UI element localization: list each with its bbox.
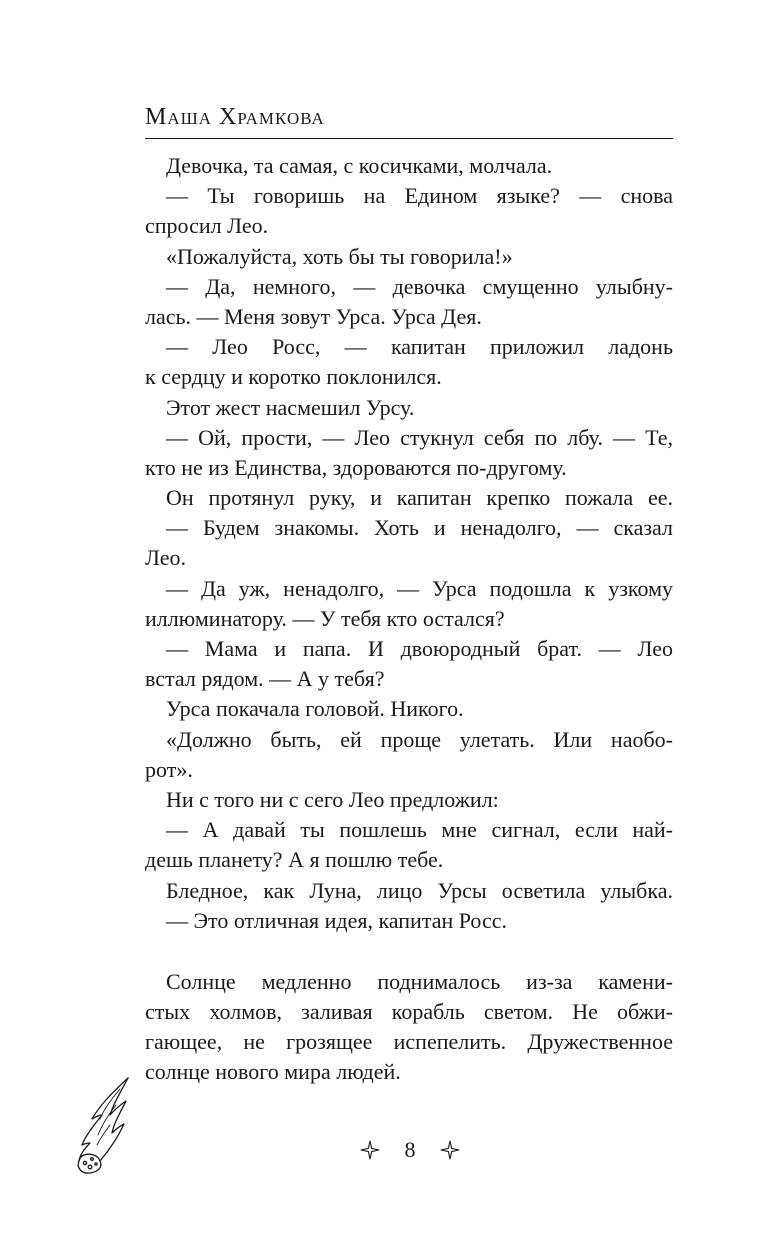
text-line: — А давай ты пошлешь мне сигнал, если най- (166, 817, 673, 843)
text-line: иллюминатору. — У тебя кто остался? (145, 605, 505, 631)
text-line: к сердцу и коротко поклонился. (145, 364, 442, 390)
text-line: Бледное, как Луна, лицо Урсы осветила улыбка. (166, 877, 673, 903)
text-line: лась. — Меня зовут Урса. Урса Дея. (145, 303, 482, 329)
text-line: Урса покачала головой. Никого. (166, 696, 464, 722)
text-line: солнце нового мира людей. (145, 1059, 401, 1085)
page-footer (360, 1135, 460, 1165)
text-line: рот». (145, 756, 193, 782)
text-line: — Да, немного, — девочка смущенно улыбну- (166, 273, 673, 299)
text-line: Солнце медленно поднималось из-за камени- (166, 968, 673, 994)
text-line: спросил Лео. (145, 213, 269, 239)
text-line: — Ты говоришь на Едином языке? — снова (166, 183, 673, 209)
text-line: — Лео Росс, — капитан приложил ладонь (166, 334, 673, 360)
text-line: встал рядом. — А у тебя? (145, 666, 385, 692)
text-line: — Это отличная идея, капитан Росс. (166, 907, 508, 933)
star-ornament-icon (440, 1140, 460, 1160)
text-line: Лео. (145, 545, 187, 571)
text-line: — Мама и папа. И двоюродный брат. — Лео (166, 636, 673, 661)
text-line: Этот жест насмешил Урсу. (166, 394, 415, 420)
text-line: Он протянул руку, и капитан крепко пожала ее. (166, 485, 673, 511)
running-header (145, 104, 673, 139)
section-break (145, 936, 673, 967)
text-line: — Да уж, ненадолго, — Урса подошла к узкому (166, 575, 673, 601)
page-body (145, 151, 673, 1088)
page-number: 8 (404, 1137, 416, 1162)
text-line: Девочка, та самая, с косичками, молчала. (166, 153, 553, 178)
text-line: Ни с того ни с сего Лео предложил: (166, 786, 499, 812)
text-line: гающее, не грозящее испепелить. Дружественное (145, 1029, 673, 1055)
text-line: «Должно быть, ей проще улетать. Или наобо- (166, 726, 673, 752)
star-ornament-icon (360, 1140, 380, 1160)
comet-icon (70, 1075, 140, 1175)
author-name: Маша Храмкова (145, 104, 325, 130)
text-line: дешь планету? А я пошлю тебе. (145, 847, 444, 873)
text-line: — Будем знакомы. Хоть и ненадолго, — сказал (166, 515, 673, 541)
text-line: — Ой, прости, — Лео стукнул себя по лбу. — Те, (166, 424, 673, 450)
text-line: стых холмов, заливая корабль светом. Не обжи- (145, 999, 673, 1025)
text-line: кто не из Единства, здороваются по-другому. (145, 454, 567, 480)
text-line: «Пожалуйста, хоть бы ты говорила!» (166, 243, 513, 269)
